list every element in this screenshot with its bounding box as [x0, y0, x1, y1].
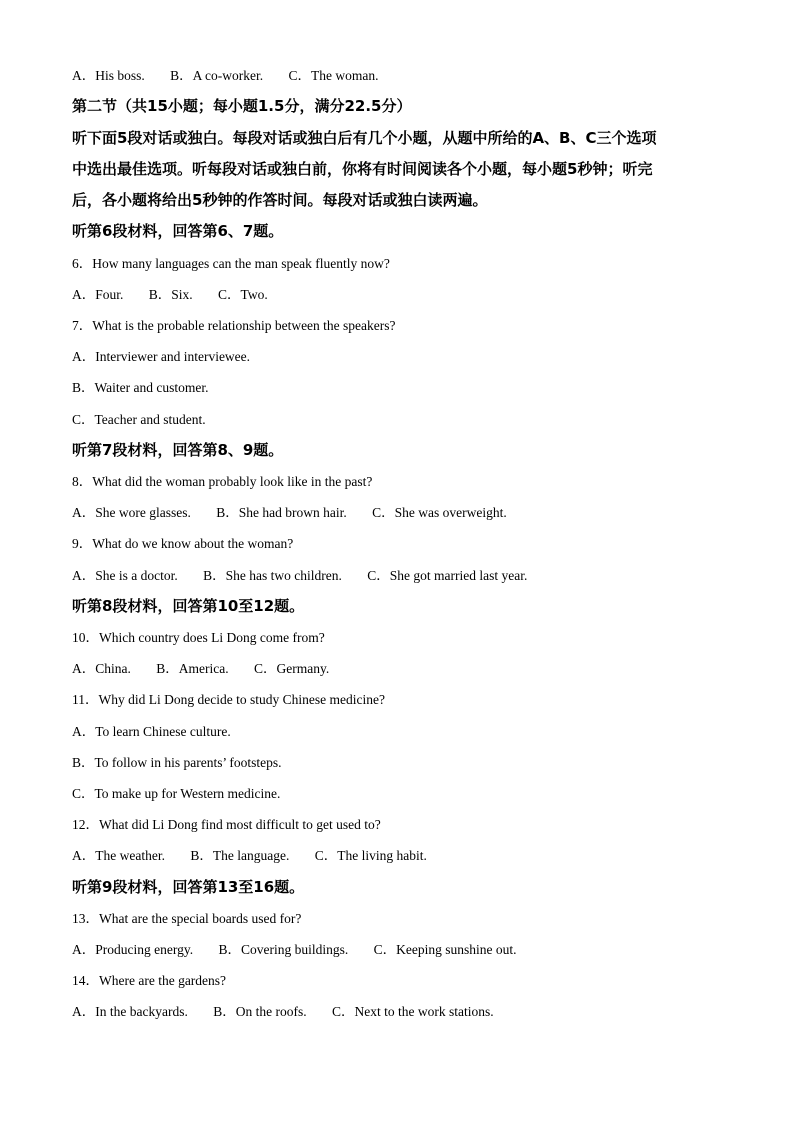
- question-options: [72, 940, 539, 960]
- question-text: 10．Which country does Li Dong come from?: [72, 630, 325, 645]
- option-a: A．Four.: [72, 287, 124, 302]
- option-a: A．In the backyards.: [72, 1004, 188, 1019]
- option-b: B．A co-worker.: [170, 68, 264, 83]
- group-heading: 听第8段材料，回答第10至12题。: [72, 597, 305, 615]
- question-text: 13．What are the special boards used for?: [72, 911, 302, 926]
- option-c: C．Keeping sunshine out.: [373, 942, 517, 957]
- question-options: [72, 1002, 516, 1022]
- option-c: C．Next to the work stations.: [331, 1004, 494, 1019]
- question-options: [72, 659, 351, 679]
- option-c: C．Germany.: [253, 661, 330, 676]
- question-text: 7．What is the probable relationship between the speakers?: [72, 318, 396, 333]
- option-c: C．She was overweight.: [372, 505, 507, 520]
- question-text: 6．How many languages can the man speak fluently now?: [72, 256, 390, 271]
- option-a: A．China.: [72, 661, 131, 676]
- question-options: [72, 566, 549, 586]
- option-b: B．She had brown hair.: [216, 505, 347, 520]
- option-b: B．Six.: [148, 287, 193, 302]
- option-c: C．Teacher and student.: [72, 412, 206, 427]
- option-a: A．She wore glasses.: [72, 505, 191, 520]
- group-heading: 听第7段材料，回答第8、9题。: [72, 441, 284, 459]
- prev-question-options: [72, 66, 401, 86]
- option-a: A．The weather.: [72, 848, 165, 863]
- option-c: C．To make up for Western medicine.: [72, 786, 281, 801]
- option-b: B．She has two children.: [203, 568, 342, 583]
- instructions-line-3: 后，各小题将给出5秒钟的作答时间。每段对话或独白读两遍。: [72, 191, 488, 209]
- question-text: 11．Why did Li Dong decide to study Chinese medicine?: [72, 692, 385, 707]
- option-c: C．She got married last year.: [367, 568, 528, 583]
- question-text: 14．Where are the gardens?: [72, 973, 227, 988]
- option-c: C．Two.: [218, 287, 268, 302]
- option-b: B．Covering buildings.: [218, 942, 349, 957]
- option-c: C．The woman.: [288, 68, 379, 83]
- option-a: A．She is a doctor.: [72, 568, 178, 583]
- option-b: B．The language.: [190, 848, 290, 863]
- question-options: [72, 846, 449, 866]
- option-b: B．America.: [156, 661, 229, 676]
- option-a: A．Interviewer and interviewee.: [72, 349, 251, 364]
- option-b: B．Waiter and customer.: [72, 380, 209, 395]
- question-text: 9．What do we know about the woman?: [72, 536, 294, 551]
- option-a: A．To learn Chinese culture.: [72, 724, 231, 739]
- group-heading: 听第6段材料，回答第6、7题。: [72, 222, 284, 240]
- instructions-line-1: 听下面5段对话或独白。每段对话或独白后有几个小题，从题中所给的A、B、C三个选项: [72, 129, 657, 147]
- section-title: 第二节（共15小题；每小题1.5分，满分22.5分）: [72, 97, 412, 115]
- option-c: C．The living habit.: [314, 848, 427, 863]
- option-a: A．Producing energy.: [72, 942, 194, 957]
- question-text: 8．What did the woman probably look like in the past?: [72, 474, 373, 489]
- option-b: B．To follow in his parents’ footsteps.: [72, 755, 282, 770]
- instructions-line-2: 中选出最佳选项。听每段对话或独白前，你将有时间阅读各个小题，每小题5秒钟；听完: [72, 160, 653, 178]
- question-text: 12．What did Li Dong find most difficult to get used to?: [72, 817, 381, 832]
- option-a: A．His boss.: [72, 68, 145, 83]
- question-options: [72, 503, 529, 523]
- question-options: [72, 285, 290, 305]
- group-heading: 听第9段材料，回答第13至16题。: [72, 878, 305, 896]
- option-b: B．On the roofs.: [213, 1004, 307, 1019]
